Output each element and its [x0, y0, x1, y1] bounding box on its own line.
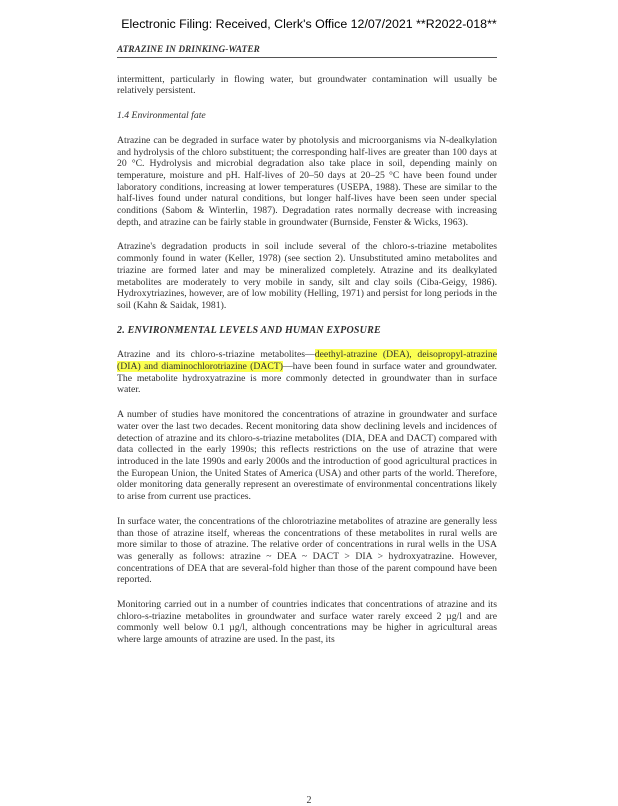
paragraph-text-post: —have been found in surface water and groundwater. The metabolite hydroxyatrazine is more commonly detected in groundwater than in surface water. [117, 361, 497, 396]
running-head: ATRAZINE IN DRINKING-WATER [117, 44, 497, 58]
section-2-paragraph-4: Monitoring carried out in a number of countries indicates that concentrations of atrazine and its chloro-s-triazine metabolites in groundwater and surface water rarely exceed 2 µg/l and are commonly well below 0.1 µg/l, although concentrations may be higher in agricultural areas where large amounts of atrazine are used. In the past, its [117, 599, 497, 646]
section-1-4-paragraph-1: Atrazine can be degraded in surface water by photolysis and microorganisms via N-dealkylation and hydrolysis of the chloro substituent; the corresponding half-lives are greater than 100 days at 20 °C. Hydrolysis and microbial degradation also take place in soil, depending mainly on temperature, moisture and pH. Half-lives of 20–50 days at 20–25 °C have been found under laboratory conditions, increasing at lower temperatures (USEPA, 1988). These are similar to the half-lives found under natural conditions, but longer half-lives have been seen under special conditions (Sabom & Winterlin, 1987). Degradation rates normally decrease with increasing depth, and atrazine can be fairly stable in groundwater (Burnside, Fenster & Wicks, 1963). [117, 134, 497, 228]
filing-stamp: Electronic Filing: Received, Clerk's Office 12/07/2021 **R2022-018** [121, 17, 497, 31]
highlighted-metabolites: deethyl-atrazine (DEA), deisopropyl-atrazine (DIA) and diaminochlorotriazine (DACT) [117, 349, 497, 373]
paragraph-text-pre: Atrazine and its chloro-s-triazine metabolites— [117, 349, 315, 361]
intro-paragraph: intermittent, particularly in flowing water, but groundwater contamination will usually be relatively persistent. [117, 73, 497, 97]
section-1-4-paragraph-2: Atrazine's degradation products in soil include several of the chloro-s-triazine metabolites commonly found in water (Keller, 1978) (see section 2). Unsubstituted amino metabolites and triazine are formed later and may be mineralized completely. Atrazine and its dealkylated metabolites are moderately to very mobile in sandy, silt and clay soils (Ciba-Geigy, 1986). Hydroxytriazines, however, are of low mobility (Helling, 1971) and persist for long periods in the soil (Kahn & Saidak, 1981). [117, 241, 497, 311]
section-2-paragraph-2: A number of studies have monitored the concentrations of atrazine in groundwater and surface water over the last two decades. Recent monitoring data show declining levels and incidences of detection of atrazine and its chloro-s-triazine metabolites (DIA, DEA and DACT) compared with data collected in the early 1990s; this reflects restrictions on the use of atrazine that were introduced in the late 1990s and early 2000s and the introduction of good agricultural practices in the European Union, the United States of America (USA) and other parts of the world. Therefore, older monitoring data generally represent an overestimate of environmental concentrations likely to arise from current use practices. [117, 409, 497, 503]
section-2-paragraph-3: In surface water, the concentrations of the chlorotriazine metabolites of atrazine are generally less than those of atrazine itself, whereas the concentrations of these metabolites in rural wells are more similar to those of atrazine. The relative order of concentrations in rural wells in the USA was generally as follows: atrazine ~ DEA ~ DACT > DIA > hydroxyatrazine. However, concentrations of DEA that are several-fold higher than those of the parent compound have been reported. [117, 515, 497, 586]
section-2-heading: 2. ENVIRONMENTAL LEVELS AND HUMAN EXPOSURE [117, 324, 381, 336]
section-2-paragraph-1 [117, 349, 497, 396]
section-1-4-heading: 1.4 Environmental fate [117, 110, 206, 122]
page-number: 2 [306, 795, 312, 806]
document-page [117, 44, 497, 659]
